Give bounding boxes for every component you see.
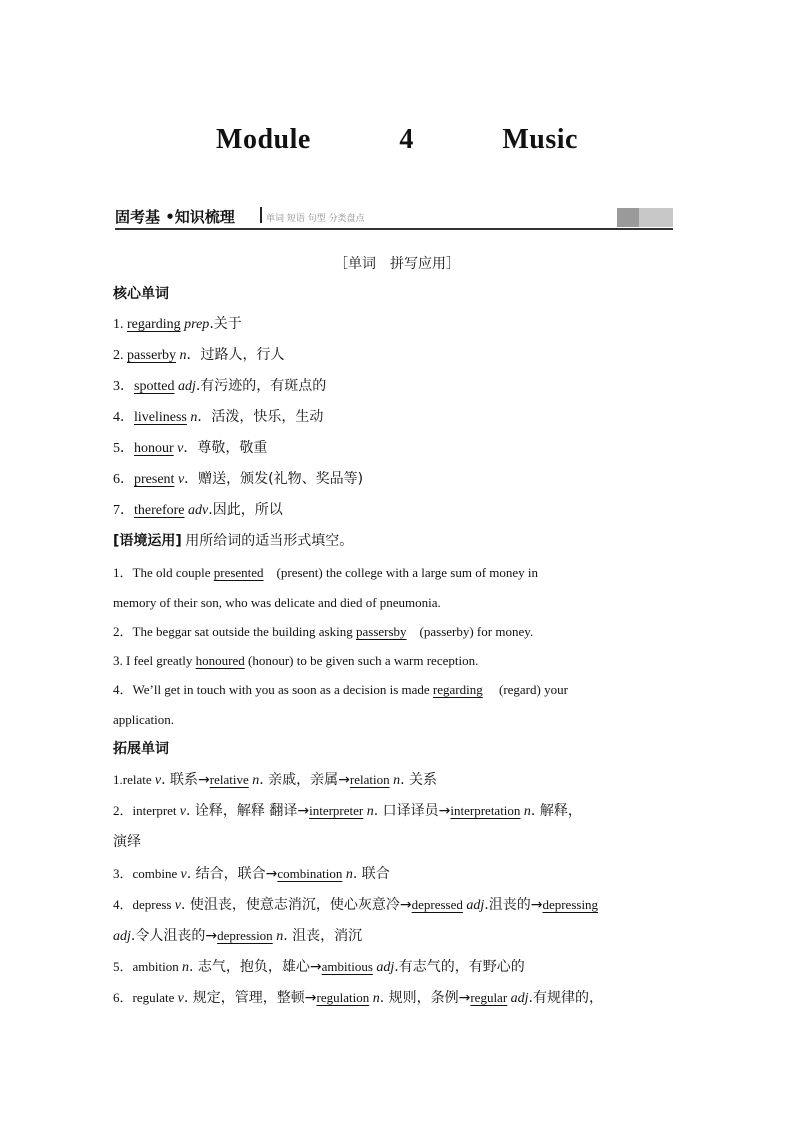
context-heading: [语境运用] 用所给词的适当形式填空。	[113, 533, 354, 549]
answer: honoured	[195, 653, 245, 668]
answer: combination	[277, 866, 343, 881]
answer: interpreter	[309, 803, 364, 818]
answer: spotted	[134, 379, 175, 394]
banner-subtitle: 单词 短语 句型 分类盘点	[266, 214, 365, 224]
answer: interpretation	[450, 803, 521, 818]
banner-title: 固考基 •知识梳理	[115, 208, 235, 226]
answer: relative	[209, 772, 249, 787]
answer: regarding	[432, 682, 483, 697]
answer: honour	[134, 441, 174, 456]
answer: passerby	[127, 348, 176, 363]
exercise-1: 1．The old couple presented (present) the college with a large sum of money in	[113, 565, 539, 580]
exercise-3: 3. I feel greatly honoured (honour) to be given such a warm reception.	[113, 653, 479, 668]
ext-item-1: 1.relate v. 联系→relative n. 亲戚，亲属→relation n. 关系	[113, 772, 437, 788]
ext-heading: 拓展单词	[113, 741, 169, 757]
answer: presented	[213, 565, 264, 580]
core-heading: 核心单词	[113, 286, 169, 302]
answer: relation	[349, 772, 390, 787]
banner-block-light	[639, 208, 673, 227]
core-item-2: 2. passerby n．过路人，行人	[113, 347, 285, 363]
page-title: Module 4 Music	[216, 124, 578, 155]
core-item-5: 5．honour v．尊敬，敬重	[113, 440, 268, 456]
answer: regarding	[127, 317, 181, 332]
answer: depressing	[542, 897, 599, 912]
exercise-4-cont: application.	[113, 712, 175, 727]
core-item-6: 6．present v．赠送，颁发(礼物、奖品等)	[113, 471, 364, 487]
ext-item-2-cont: 演绎	[113, 834, 141, 850]
answer: ambitious	[321, 959, 373, 974]
answer: therefore	[134, 503, 185, 518]
ext-item-5: 5．ambition n. 志气，抱负，雄心→ambitious adj.有志气的，有野心的	[113, 959, 525, 975]
section-banner	[115, 206, 673, 230]
answer: liveliness	[134, 410, 187, 425]
exercise-2: 2．The beggar sat outside the building asking passersby (passerby) for money.	[113, 624, 534, 639]
core-item-4: 4．liveliness n．活泼，快乐，生动	[113, 409, 324, 425]
section-heading: ［单词 拼写应用］	[334, 256, 460, 272]
exercise-4: 4．We’ll get in touch with you as soon as a decision is made regarding (regard) your	[113, 682, 568, 697]
answer: depressed	[411, 897, 463, 912]
exercise-1-cont: memory of their son, who was delicate and died of pneumonia.	[113, 595, 441, 610]
ext-item-4-cont: adj.令人沮丧的→depression n. 沮丧，消沉	[113, 928, 363, 944]
answer: present	[134, 472, 175, 487]
ext-item-4: 4．depress v. 使沮丧，使意志消沉，使心灰意冷→depressed adj.沮丧的→depressing	[113, 897, 599, 913]
banner-divider	[260, 207, 262, 223]
core-item-1: 1. regarding prep.关于	[113, 316, 242, 332]
ext-item-2: 2．interpret v. 诠释，解释 翻译→interpreter n. 口译译员→interpretation n. 解释，	[113, 803, 582, 819]
answer: regulation	[316, 990, 370, 1005]
core-item-7: 7．therefore adv.因此，所以	[113, 502, 283, 518]
answer: depression	[217, 928, 273, 943]
ext-item-3: 3．combine v. 结合，联合→combination n. 联合	[113, 866, 390, 882]
answer: passersby	[355, 624, 407, 639]
answer: regular	[470, 990, 508, 1005]
core-item-3: 3．spotted adj.有污迹的，有斑点的	[113, 378, 327, 394]
ext-item-6: 6．regulate v. 规定，管理，整顿→regulation n. 规则，条例→regular adj.有规律的，	[113, 990, 603, 1006]
banner-block-dark	[617, 208, 639, 227]
